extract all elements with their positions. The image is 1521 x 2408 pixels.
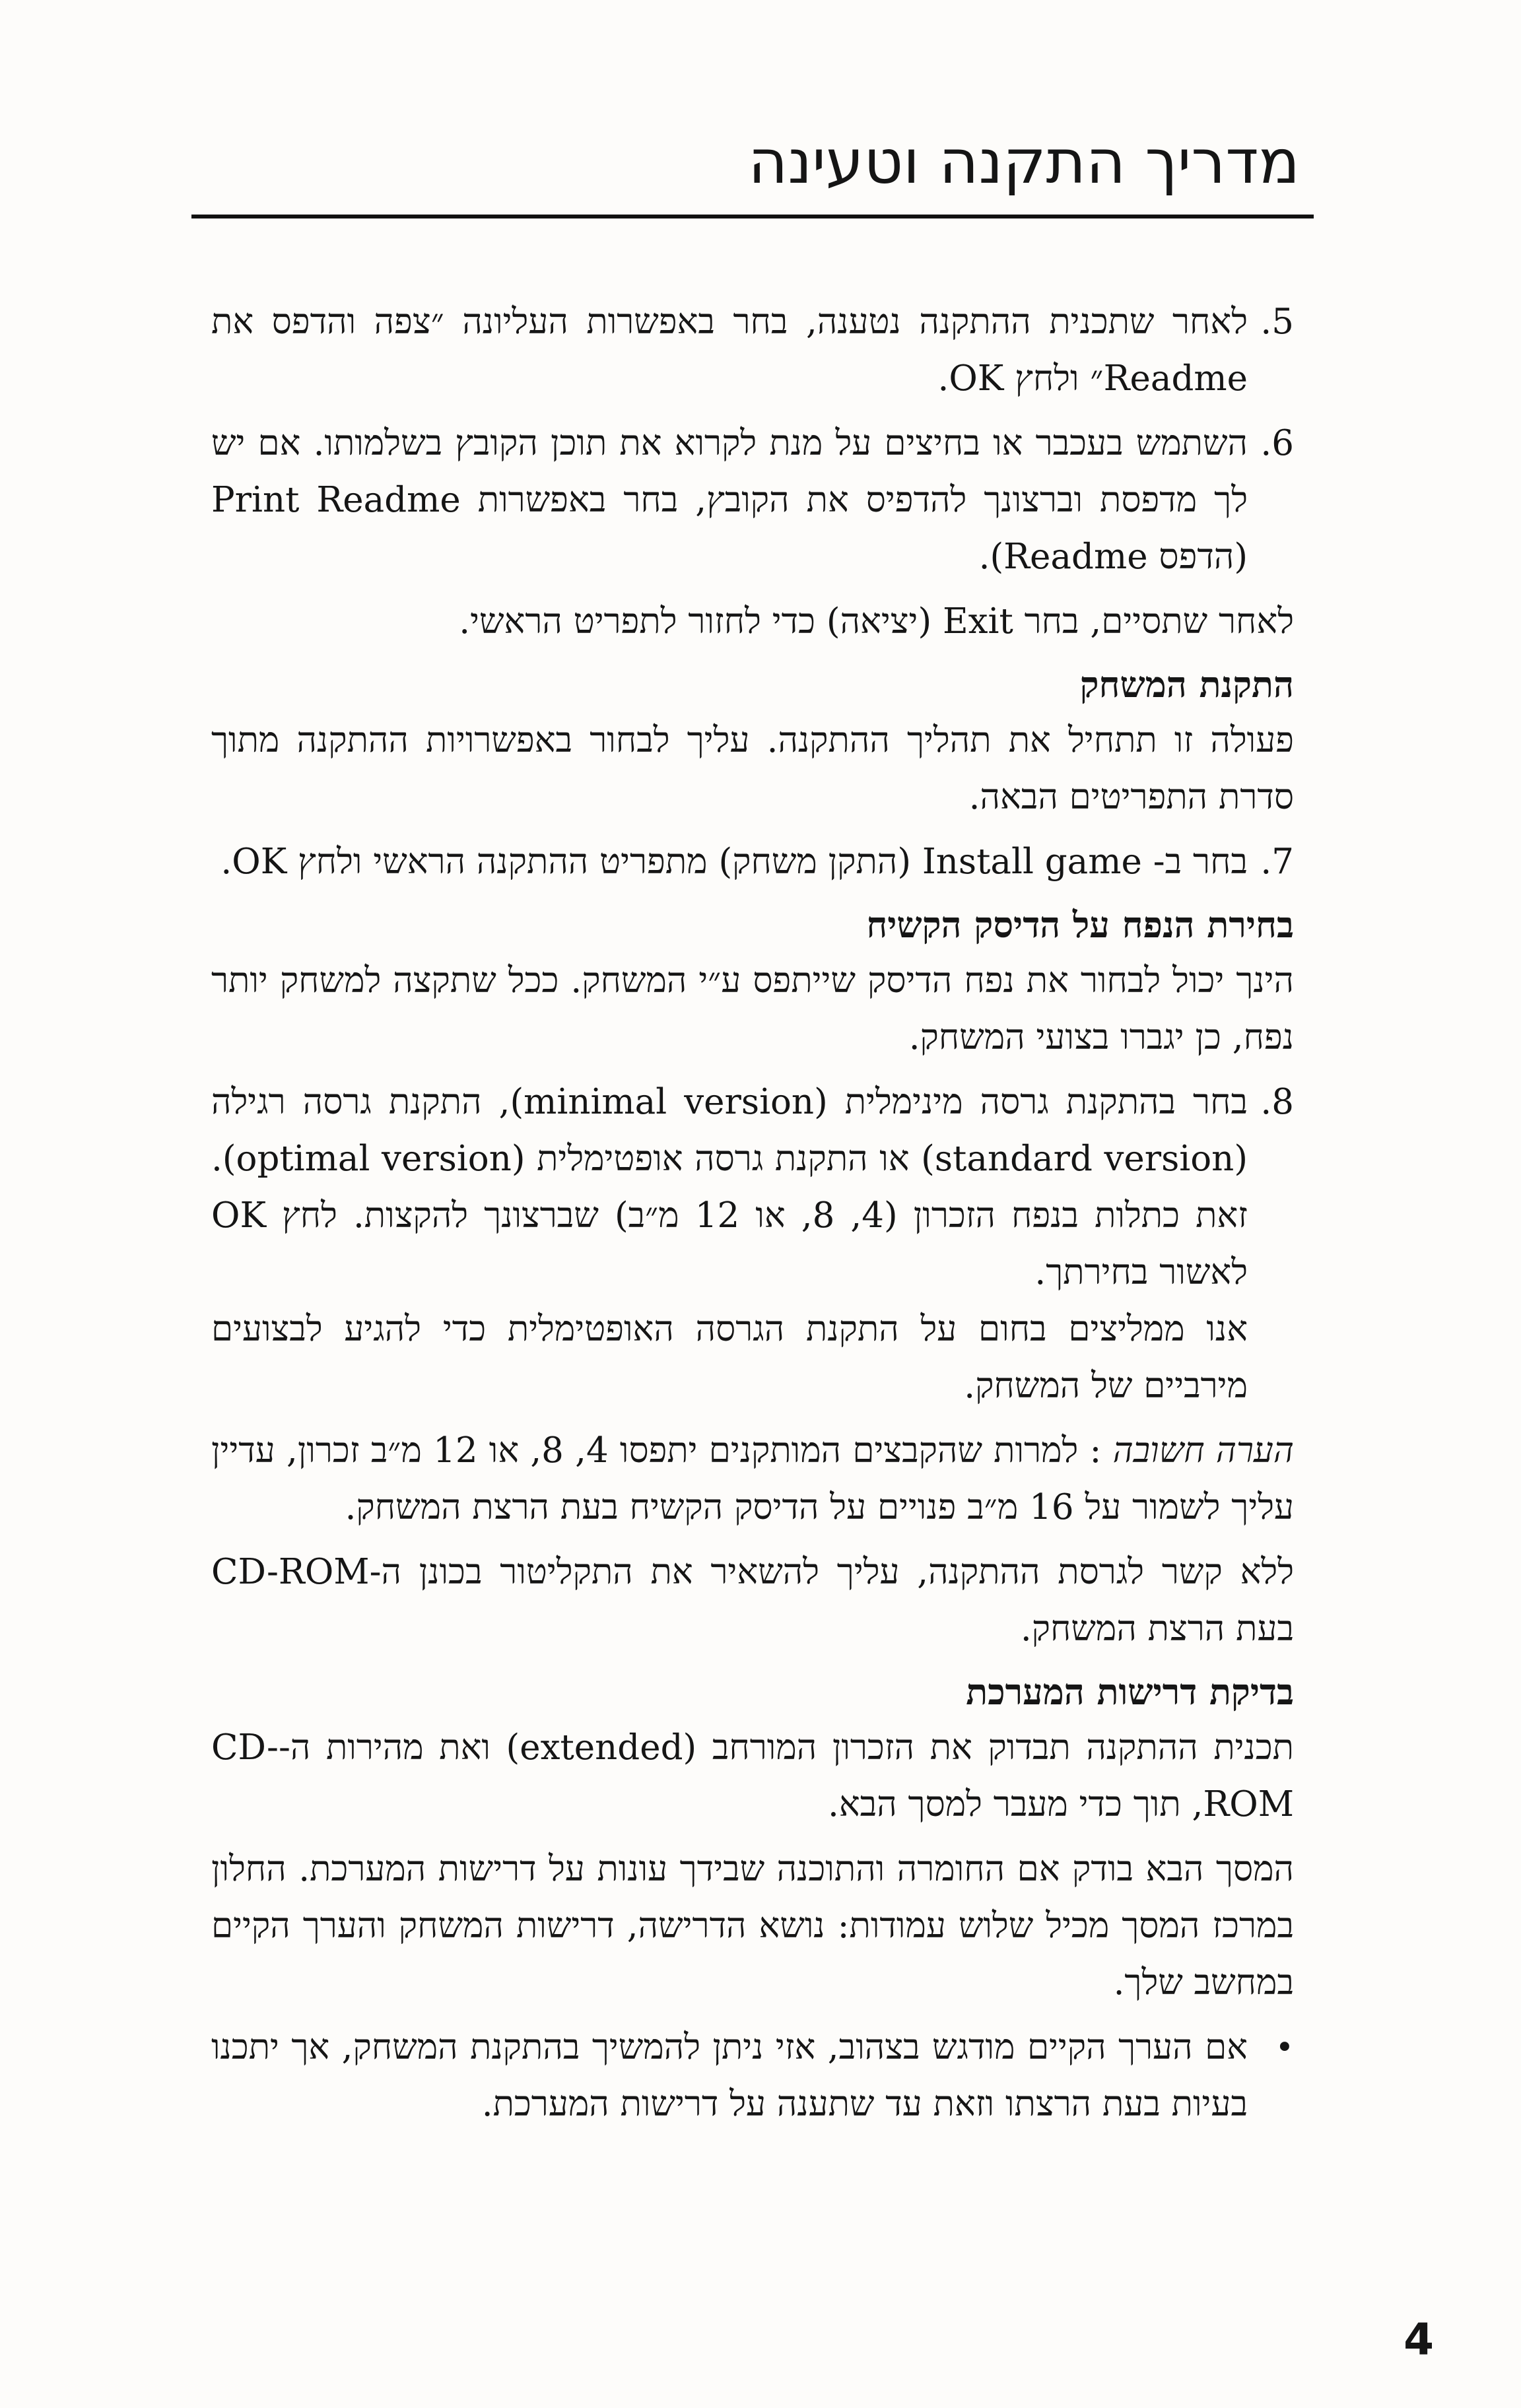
step-text: בחר בהתקנת גרסה מינימלית (minimal version), התקנת גרסה רגילה (standard version) או התקנת גרסה אופטימלית (optimal version). זאת כתלות בנפח הזכרון (4, 8, או 12 מ״ב) שברצונך להקצות. לחץ OK לאשור בחירתך. — [211, 1082, 1248, 1292]
bullet-item — [211, 2019, 1294, 2133]
bullet-text: אם הערך הקיים מודגש בצהוב, אזי ניתן להמשיך בהתקנת המשחק, אך יתכנו בעיות בעת הרצתו וזאת עד שתענה על דרישות המערכת. — [211, 2027, 1248, 2124]
install-intro: פעולה זו תתחיל את תהליך ההתקנה. עליך לבחור באפשרויות ההתקנה מתוך סדרת התפריטים הבאה. — [211, 720, 1294, 817]
page-content — [211, 294, 1294, 2141]
recommendation-text: אנו ממליצים בחום על התקנת הגרסה האופטימלית כדי להגיע לבצועים מירביים של המשחק. — [211, 1309, 1248, 1406]
page-number: 4 — [1403, 2314, 1434, 2365]
step-5 — [211, 294, 1294, 407]
page-title: מדריך התקנה וטעינה — [748, 127, 1300, 197]
step-number: 8. — [1260, 1082, 1294, 1122]
section-heading-drive: בחירת הנפח על הדיסק הקשיח — [866, 904, 1294, 946]
step-number: 6. — [1260, 423, 1294, 463]
important-note — [211, 1422, 1294, 1536]
bullet-icon: • — [1275, 2029, 1294, 2066]
step-number: 7. — [1260, 842, 1294, 882]
system-paragraph-2: המסך הבא בודק אם החומרה והתוכנה שבידך עונות על דרישות המערכת. החלון במרכז המסך מכיל שלוש עמודות: נושא הדרישה, דרישות המשחק והערך הקיים במחשב שלך. — [211, 1849, 1295, 2003]
step-text: השתמש בעכבר או בחיצים על מנת לקרוא את תוכן הקובץ בשלמותו. אם יש לך מדפסת וברצונך להדפיס את הקובץ, בחר באפשרות Print Readme (הדפס Readme). — [211, 423, 1248, 577]
cdrom-note: ללא קשר לגרסת ההתקנה, עליך להשאיר את התקליטור בכונן ה-CD-ROM בעת הרצת המשחק. — [211, 1552, 1294, 1649]
header-rule — [191, 215, 1314, 218]
after-finish-text: לאחר שתסיים, בחר Exit (יציאה) כדי לחזור לתפריט הראשי. — [459, 601, 1294, 642]
system-paragraph-1: תכנית ההתקנה תבדוק את הזכרון המורחב (extended) ואת מהירות ה-CD-ROM, תוך כדי מעבר למסך הבא. — [211, 1727, 1294, 1824]
note-label: הערה חשובה — [1112, 1430, 1294, 1471]
step-number: 5. — [1260, 302, 1294, 342]
note-text: : למרות שהקבצים המותקנים יתפסו 4, 8, או 12 מ״ב זכרון, עדיין עליך לשמור על 16 מ״ב פנויים על הדיסק הקשיח בעת הרצת המשחק. — [211, 1430, 1294, 1527]
step-body — [211, 1074, 1248, 1415]
step-8 — [211, 1074, 1294, 1415]
step-text: לאחר שתכנית ההתקנה נטענה, בחר באפשרות העליונה ״צפה והדפס את Readme״ ולחץ OK. — [211, 302, 1248, 399]
step-text: בחר ב- Install game (התקן משחק) מתפריט ההתקנה הראשי ולחץ OK. — [220, 842, 1248, 882]
drive-intro: הינך יכול לבחור את נפח הדיסק שייתפס ע״י המשחק. ככל שתקצה למשחק יותר נפח, כן יגברו בצועי המשחק. — [211, 960, 1294, 1057]
step-6 — [211, 415, 1294, 585]
step-7 — [211, 834, 1294, 890]
section-heading-install: התקנת המשחק — [1079, 663, 1294, 706]
section-heading-system: בדיקת דרישות המערכת — [966, 1671, 1294, 1713]
